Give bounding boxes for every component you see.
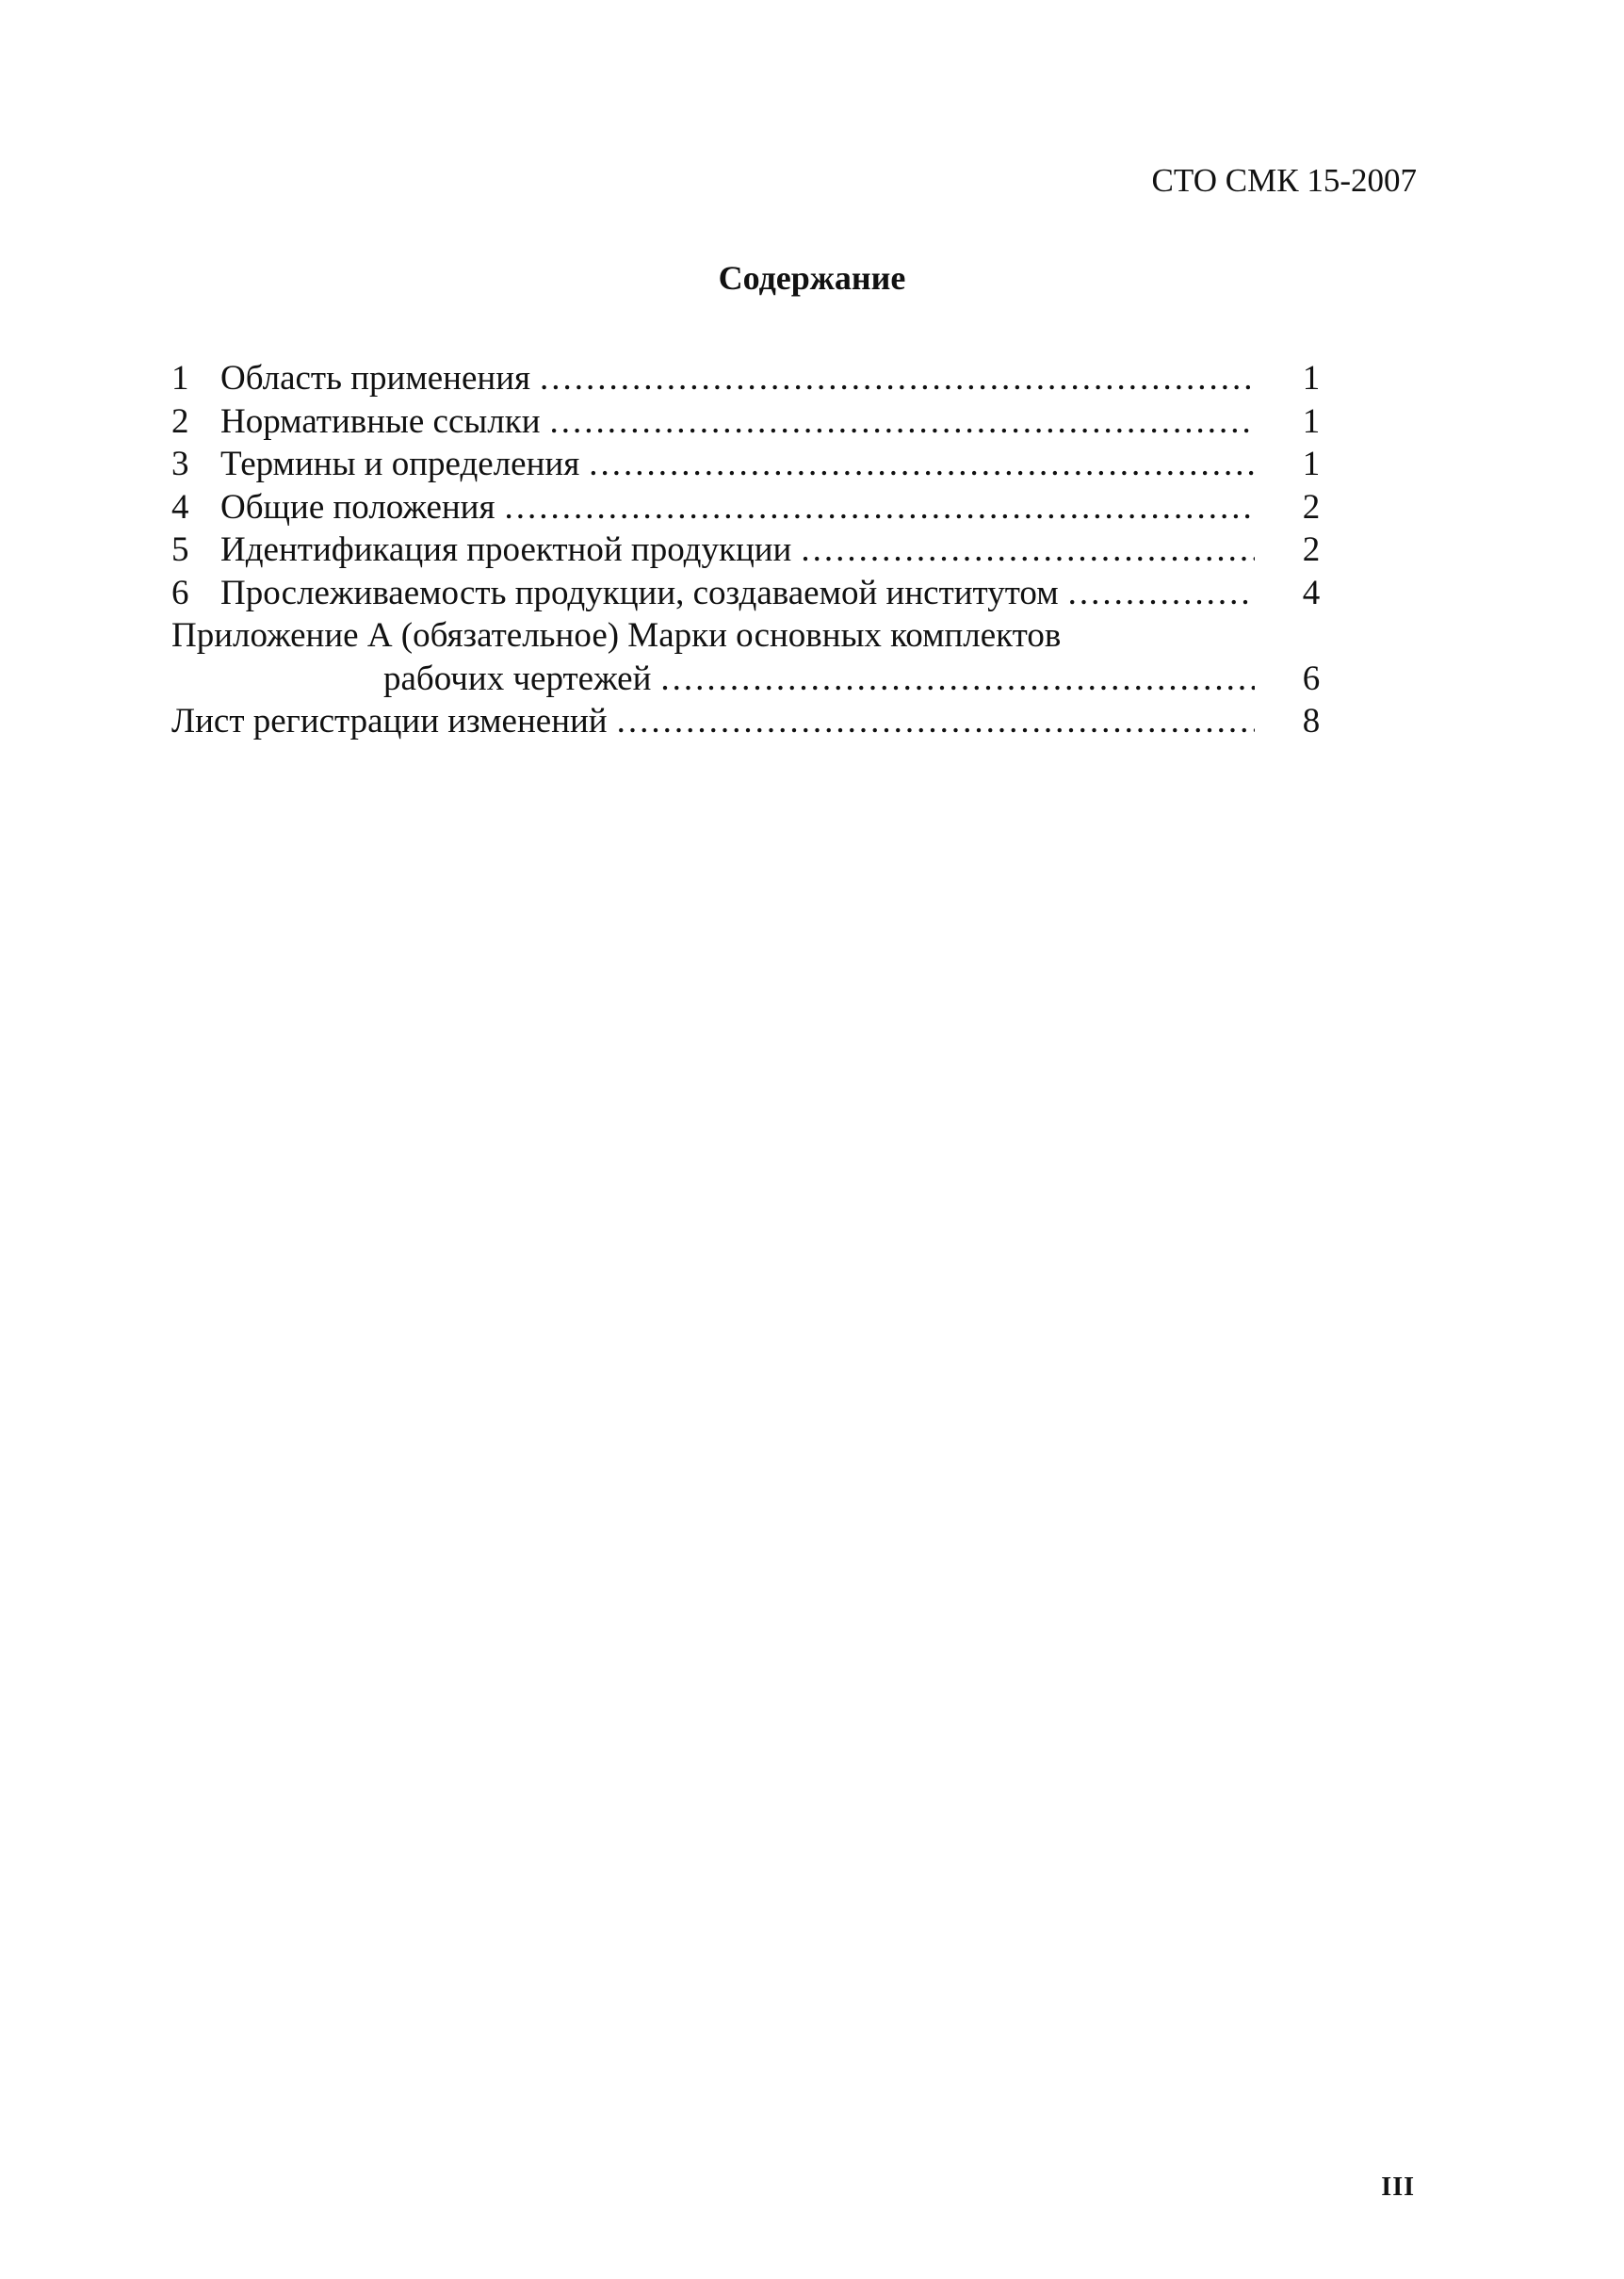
toc-title: Содержание — [718, 259, 906, 297]
toc-item-entry — [220, 443, 1255, 486]
toc-item-number: 6 — [171, 573, 189, 612]
toc-item-entry — [220, 357, 1255, 400]
toc-item-title: Общие положения — [220, 487, 495, 527]
toc-item-page: 2 — [1302, 487, 1321, 527]
toc-item-page: 1 — [1302, 359, 1321, 398]
toc-appendix-title-continued: рабочих чертежей — [383, 659, 652, 698]
toc-item[interactable] — [171, 400, 1340, 444]
toc-item[interactable] — [171, 486, 1340, 529]
toc-item[interactable] — [171, 572, 1340, 615]
toc-item-entry — [220, 529, 1255, 572]
toc-item-entry — [171, 700, 1255, 743]
toc-item-number: 4 — [171, 487, 189, 527]
dot-leader — [540, 357, 1255, 400]
toc-item[interactable] — [171, 443, 1340, 486]
toc-item-page: 1 — [1302, 445, 1321, 483]
toc-item-title: Нормативные ссылки — [220, 401, 541, 441]
toc-item-page: 4 — [1302, 573, 1321, 612]
toc-item-title: Термины и определения — [220, 445, 580, 483]
toc-appendix-heading[interactable] — [171, 614, 1340, 658]
page-number: III — [1381, 2173, 1415, 2202]
toc-item-entry — [220, 572, 1255, 615]
toc-item-entry — [220, 400, 1255, 444]
toc-item-page: 8 — [1302, 702, 1321, 741]
toc-item-page: 6 — [1302, 659, 1321, 698]
toc-item-entry — [220, 486, 1255, 529]
dot-leader — [660, 658, 1255, 701]
toc-item-title: Прослеживаемость продукции, создаваемой институтом — [220, 573, 1059, 612]
toc-changes-sheet-title: Лист регистрации изменений — [171, 702, 608, 741]
toc-changes-sheet[interactable] — [171, 700, 1340, 743]
toc-item-title: Идентификация проектной продукции — [220, 530, 792, 569]
dot-leader — [801, 529, 1255, 572]
toc-item-number: 2 — [171, 401, 189, 441]
toc-item-page: 2 — [1302, 530, 1321, 569]
toc-appendix-continuation[interactable] — [171, 658, 1340, 701]
dot-leader — [1068, 572, 1255, 615]
dot-leader — [589, 443, 1255, 486]
dot-leader — [617, 700, 1255, 743]
toc-item-number: 3 — [171, 445, 189, 483]
document-code: СТО СМК 15-2007 — [1151, 162, 1417, 199]
toc-item-title: Область применения — [220, 359, 531, 398]
toc-appendix-title: Приложение А (обязательное) Марки основных комплектов — [171, 616, 1062, 655]
dot-leader — [550, 400, 1255, 444]
toc-item-page: 1 — [1302, 401, 1321, 441]
toc-item-number: 1 — [171, 359, 189, 398]
toc-item-number: 5 — [171, 530, 189, 569]
toc-item-entry — [383, 658, 1255, 701]
toc-item[interactable] — [171, 357, 1340, 400]
table-of-contents — [171, 357, 1340, 743]
dot-leader — [504, 486, 1255, 529]
toc-item[interactable] — [171, 529, 1340, 572]
